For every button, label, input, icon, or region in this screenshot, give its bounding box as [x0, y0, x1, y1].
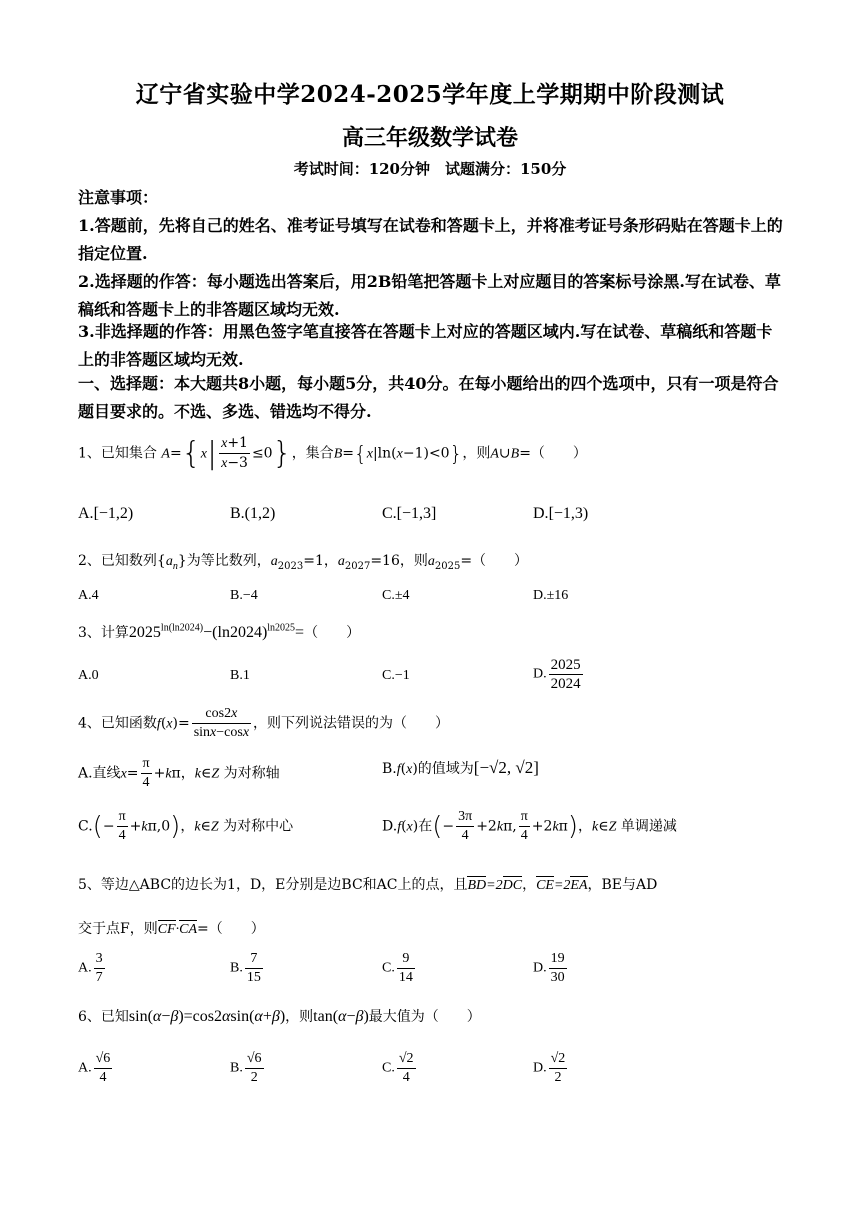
exam-title: 辽宁省实验中学2024-2025学年度上学期期中阶段测试	[135, 81, 725, 108]
notes-item-1: 1.答题前，先将自己的姓名、准考证号填写在试卷和答题卡上，并将准考证号条形码贴在答题卡上的指定位置.	[78, 216, 783, 263]
q2-option-c: C.±4	[382, 588, 410, 603]
question-5-line-1: 5、等边△ABC的边长为1，D，E分别是边BC和AC上的点，且BD=2DC，CE=2EA，BE与AD	[78, 877, 658, 893]
q2-option-b: B.−4	[230, 588, 258, 603]
q4-option-a: A.直线x= $\frac{\pi}{4}$ +kπ，k∈Z 为对称轴	[78, 756, 280, 790]
q4-option-c: C.(− $\frac{\pi}{4}$ +kπ,0)，k∈Z 为对称中心	[78, 809, 294, 843]
notes-heading: 注意事项：	[78, 188, 159, 207]
q1-option-b: B.(1,2)	[230, 505, 276, 522]
question-4: 4、已知函数f(x)= $\frac{\cos 2x}{\sin x-\cos x}$ ，则下列说法错误的为（ ）	[78, 706, 450, 740]
q6-option-c: C. $\frac{√2}{4}$	[382, 1051, 414, 1085]
notes-item-3: 3.非选择题的作答：用黑色签字笔直接答在答题卡上对应的答题区域内.写在试卷、草稿纸和答题卡上的非答题区域均无效.	[78, 322, 773, 369]
q2-option-a: A.4	[78, 588, 99, 603]
q5-option-d: D. $\frac{19}{30}$	[533, 951, 565, 985]
question-1: 1、已知集合 A={x| $\frac{x+1}{x-3}$ ≤0}，集合B={x|ln(x−1)<0}，则A∪B=（ ）	[78, 435, 587, 471]
q4-option-d: D.f(x)在(− $\frac{3\pi}{4}$ +2kπ, $\frac{\pi}{4}$ +2kπ)，k∈Z 单调递减	[382, 809, 677, 843]
question-2: 2、已知数列$\{a_n\}$为等比数列，$a_{2023}=1$，$a_{2027}=16$，则$a_{2025}=$（ ）	[78, 553, 529, 572]
q3-option-a: A.0	[78, 668, 99, 683]
q6-option-a: A. $\frac{√6}{4}$	[78, 1051, 111, 1085]
question-5-line-2: 交于点F，则CF·CA=（ ）	[78, 921, 265, 937]
q1-option-c: C.[−1,3]	[382, 505, 437, 522]
q6-option-d: D. $\frac{√2}{2}$	[533, 1051, 566, 1085]
q5-option-c: C. $\frac{9}{14}$	[382, 951, 413, 985]
q2-option-d: D.±16	[533, 588, 569, 603]
q4-option-b: B.f(x)的值域为[−√2, √2]	[382, 758, 539, 777]
section-1-heading: 一、选择题：本大题共8小题，每小题5分，共40分。在每小题给出的四个选项中，只有一项是符合题目要求的。不选、多选、错选均不得分.	[78, 374, 779, 421]
exam-subtitle: 高三年级数学试卷	[341, 125, 518, 151]
q3-option-d: D. $\frac{2025}{2024}$	[533, 657, 581, 692]
q6-option-b: B. $\frac{√6}{2}$	[230, 1051, 262, 1085]
q3-option-b: B.1	[230, 668, 250, 683]
q1-option-d: D.[−1,3)	[533, 505, 589, 522]
question-3: 3、计算$2025^{ln(ln2024)}-(\ln 2024)^{ln2025}=$（ ）	[78, 622, 361, 641]
question-6: 6、已知sin(α−β)=cos2αsin(α+β)，则tan(α−β)最大值为（ ）	[78, 1008, 481, 1025]
q5-option-a: A. $\frac{3}{7}$	[78, 951, 103, 985]
notes-item-2: 2.选择题的作答：每小题选出答案后，用2B铅笔把答题卡上对应题目的答案标号涂黑.写在试卷、草稿纸和答题卡上的非答题区域均无效.	[78, 272, 781, 319]
exam-meta: 考试时间：120分钟 试题满分：150分	[293, 160, 567, 178]
q5-option-b: B. $\frac{7}{15}$	[230, 951, 261, 985]
q3-option-c: C.−1	[382, 668, 410, 683]
q1-option-a: A.[−1,2)	[78, 505, 134, 522]
